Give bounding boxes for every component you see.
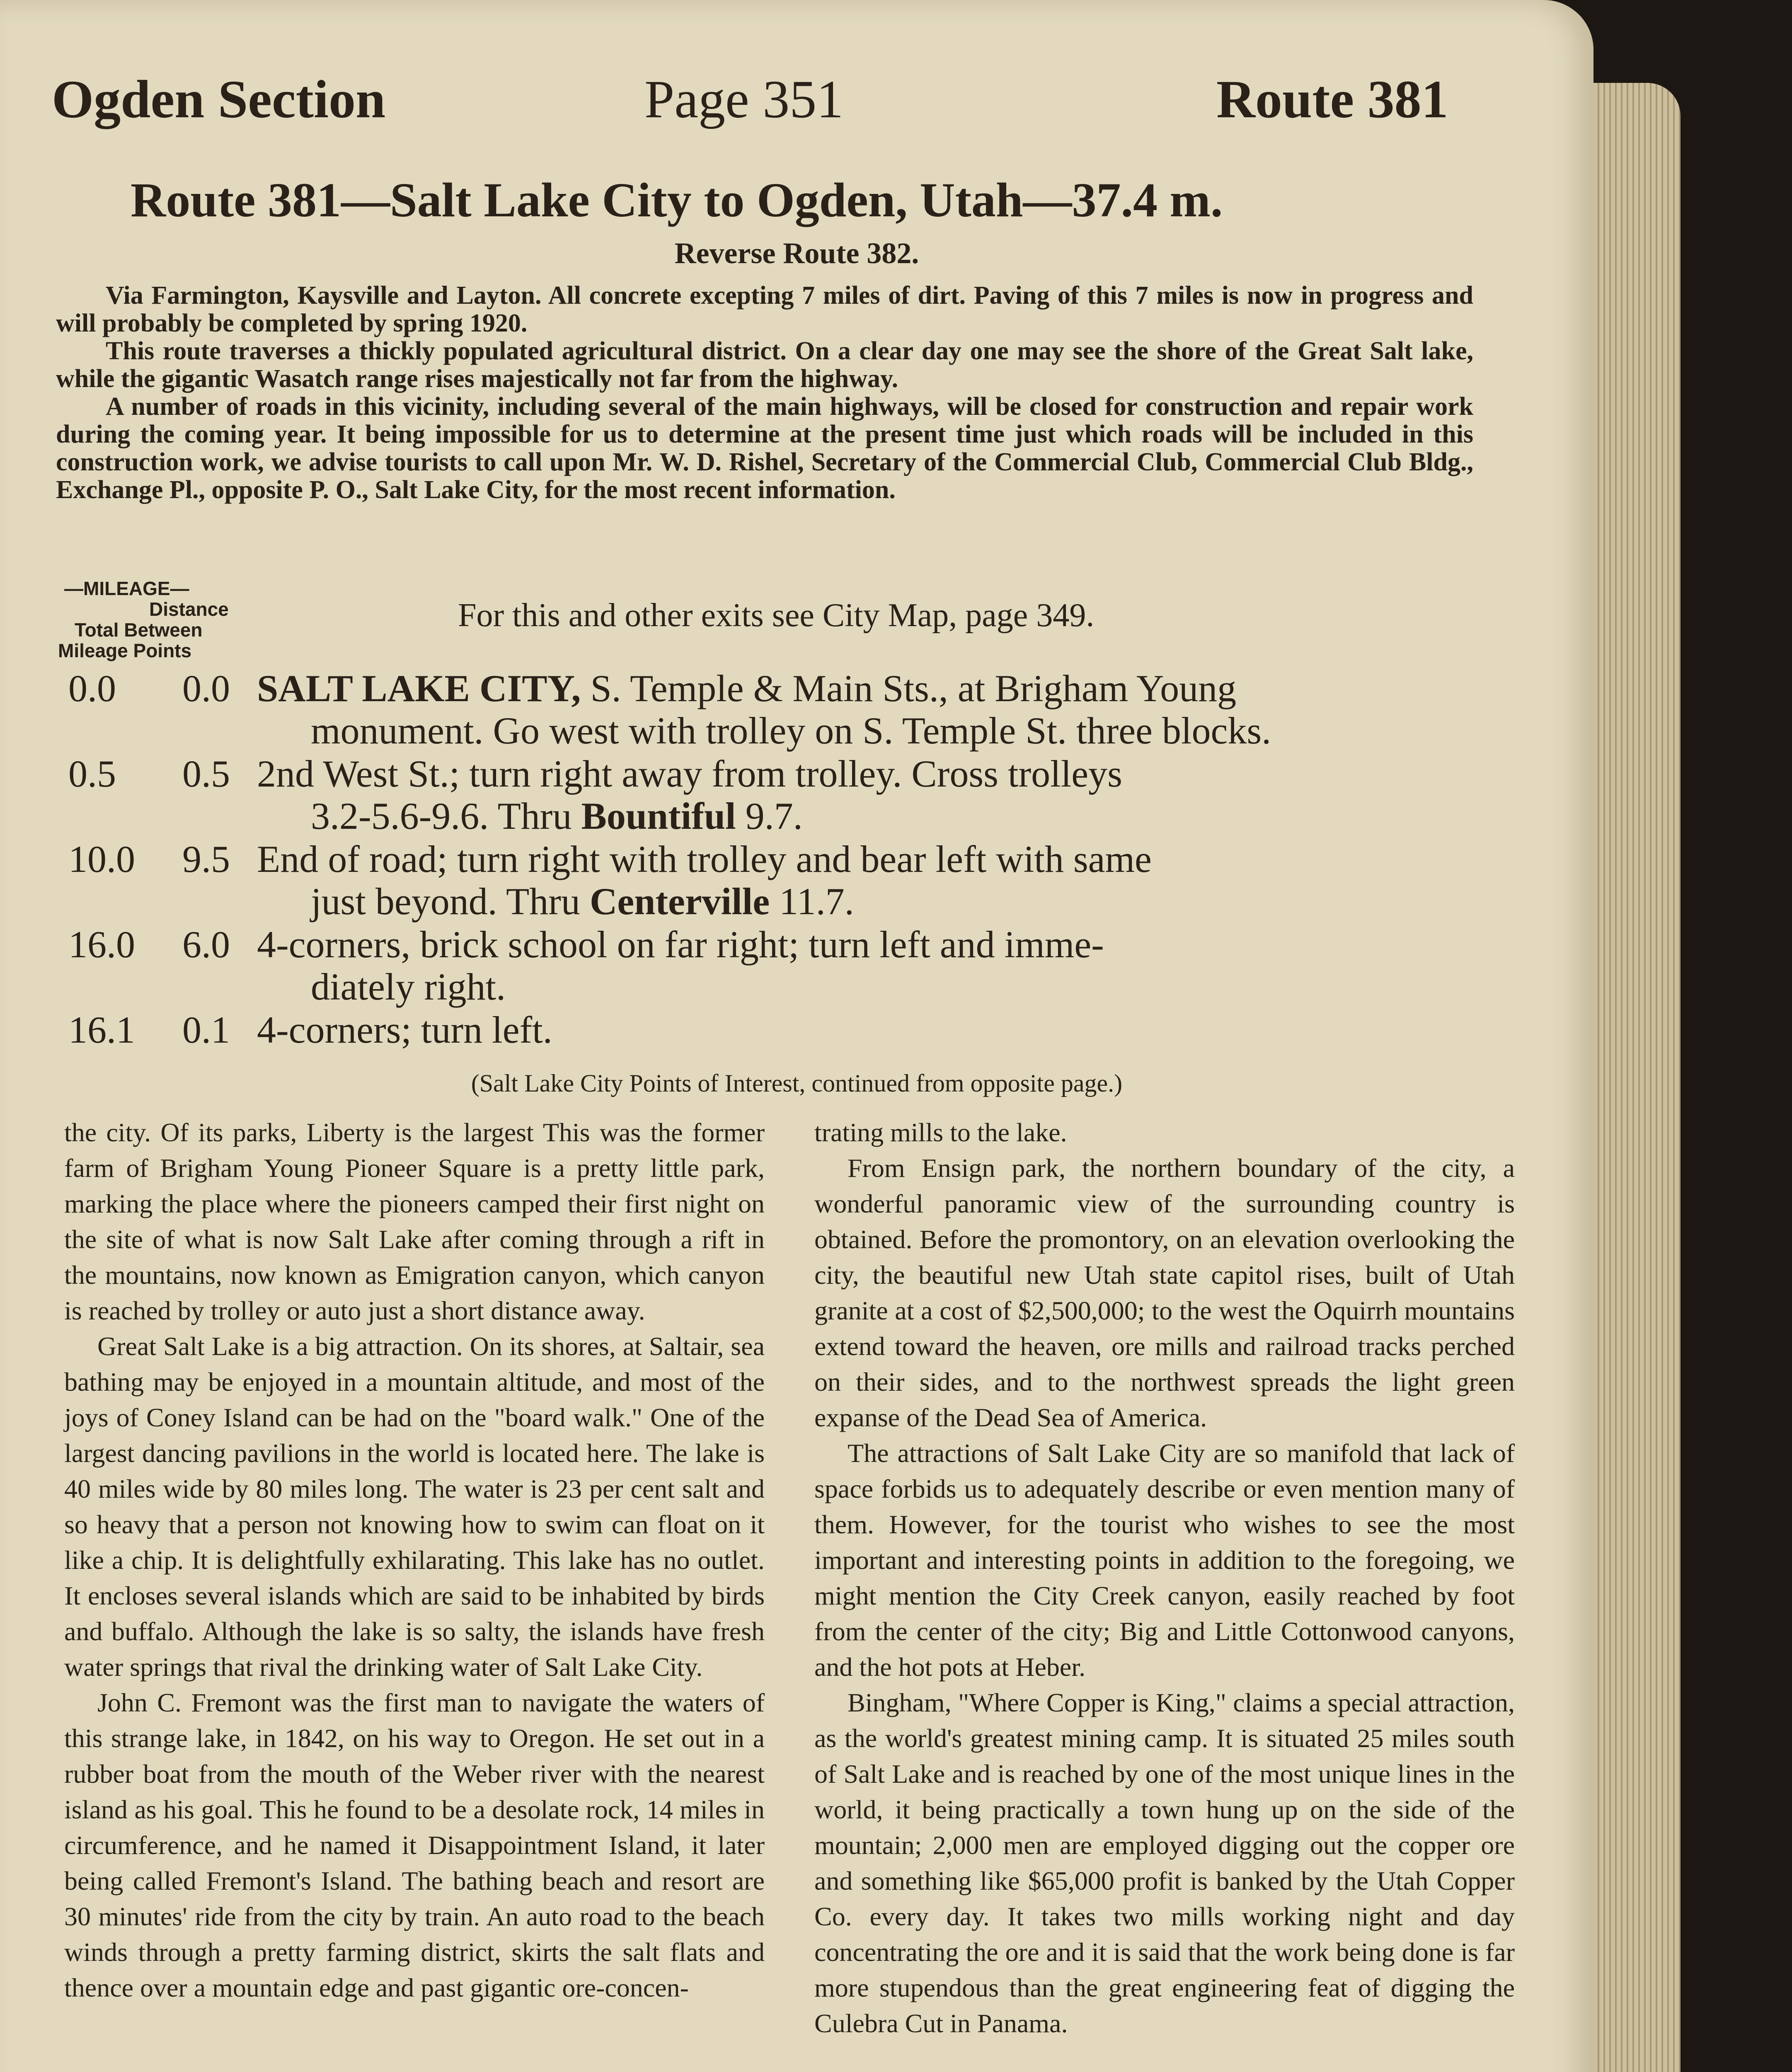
reverse-route-note: Reverse Route 382. — [674, 237, 919, 270]
step-line: 2nd West St.; turn right away from trolley. Cross trolleys — [257, 753, 1122, 795]
column-paragraph: From Ensign park, the northern boundary of the city, a wonderful panoramic view of the surrounding country is obtained. Before the promontory, on an elevation overlooking the city, the beautiful new Utah state capitol rises, built of Utah granite at a cost of $2,500,000; to the west the Oquirrh mountains extend toward the heaven, ore mills and railroad tracks perched on their sides, and to the northwest spreads the light green expanse of the Dead Sea of America. — [814, 1153, 1515, 1432]
step-between-mileage: 0.1 — [182, 1009, 230, 1051]
step-line: End of road; turn right with trolley and bear left with same — [257, 838, 1152, 880]
route-step — [58, 838, 1484, 922]
step-description — [257, 753, 1484, 837]
step-line: monument. Go west with trolley on S. Temple St. three blocks. — [311, 709, 1271, 752]
intro-paragraph: Via Farmington, Kaysville and Layton. All concrete excepting 7 miles of dirt. Paving of this 7 miles is now in progress and will probably be completed by spring 1920. — [56, 281, 1473, 337]
step-description — [257, 667, 1484, 752]
column-paragraph: Great Salt Lake is a big attraction. On its shores, at Saltair, sea bathing may be enjoyed in a mountain altitude, and most of the joys of Coney Island can be had on the "board walk." One of the largest dancing pavilions in the world is located here. The lake is 40 miles wide by 80 miles long. The water is 23 per cent salt and so heavy that a person not knowing how to swim can float on it like a chip. It is delightfully exhilarating. This lake has no outlet. It encloses several islands which are said to be inhabited by birds and buffalo. Although the lake is so salty, the islands have fresh water springs that rival the drinking water of Salt Lake City. — [64, 1331, 765, 1682]
intro-paragraph: This route traverses a thickly populated agricultural district. On a clear day one may see the shore of the Great Salt lake, while the gigantic Wasatch range rises majestically not far from the highway. — [56, 337, 1473, 393]
step-line: S. Temple & Main Sts., at Brigham Young — [581, 667, 1237, 709]
route-number-header: Route 381 — [1216, 70, 1448, 129]
step-text: 9.7. — [736, 795, 803, 837]
mileage-legend-distance: Distance — [149, 598, 229, 620]
step-description — [257, 1009, 1484, 1051]
step-line: diately right. — [311, 966, 506, 1008]
page-number-header: Page 351 — [644, 70, 844, 129]
mileage-legend-total-between: Total Between — [75, 619, 203, 641]
right-column — [814, 1115, 1515, 2041]
route-step — [58, 923, 1484, 1008]
step-total-mileage: 16.1 — [68, 1009, 135, 1051]
step-total-mileage: 0.0 — [68, 667, 116, 709]
column-paragraph: trating mills to the lake. — [814, 1118, 1067, 1147]
mileage-legend — [58, 578, 274, 661]
step-place: SALT LAKE CITY, — [257, 667, 581, 709]
column-paragraph: the city. Of its parks, Liberty is the largest This was the former farm of Brigham Young Pioneer Square is a pretty little park, marking the place where the pioneers camped their first night on the site of what is now Salt Lake after coming through a rift in the mountains, now known as Emigration canyon, which canyon is reached by trolley or auto just a short distance away. — [64, 1118, 765, 1325]
step-line: 4-corners; turn left. — [257, 1009, 552, 1051]
step-line — [257, 880, 1484, 922]
step-text: 3.2-5.6-9.6. Thru — [311, 795, 581, 837]
route-step — [58, 753, 1484, 837]
column-paragraph: Bingham, "Where Copper is King," claims a special attraction, as the world's greatest mining camp. It is situated 25 miles south of Salt Lake and is reached by one of the most unique lines in the world, it being practically a town hung up on the side of the mountain; 2,000 men are employed digging out the copper ore and something like $65,000 profit is banked by the Utah Copper Co. every day. It takes two mills working night and day concentrating the ore and it is said that the work being done is far more stupendous than the great engineering feat of digging the Culebra Cut in Panama. — [814, 1688, 1515, 2038]
mileage-legend-title: —MILEAGE— — [64, 578, 189, 599]
city-map-note: For this and other exits see City Map, page 349. — [458, 597, 1095, 634]
left-column — [64, 1115, 765, 2006]
step-town: Centerville — [589, 880, 770, 922]
route-intro — [56, 282, 1473, 504]
route-steps — [58, 667, 1484, 1052]
column-paragraph: The attractions of Salt Lake City are so manifold that lack of space forbids us to adequately describe or even mention many of them. However, for the tourist who wishes to see the most important and interesting points in addition to the foregoing, we might mention the City Creek canyon, easily reached by foot from the center of the city; Big and Little Cottonwood canyons, and the hot pots at Heber. — [814, 1438, 1515, 1682]
step-between-mileage: 6.0 — [182, 923, 230, 966]
page-edges — [1593, 83, 1681, 2072]
route-title: Route 381—Salt Lake City to Ogden, Utah—37.4 m. — [131, 173, 1223, 227]
mileage-legend-points: Mileage Points — [58, 640, 192, 661]
section-header: Ogden Section — [52, 70, 386, 129]
step-total-mileage: 16.0 — [68, 923, 135, 966]
step-description — [257, 838, 1484, 922]
step-between-mileage: 9.5 — [182, 838, 230, 880]
step-between-mileage: 0.0 — [182, 667, 230, 709]
step-total-mileage: 10.0 — [68, 838, 135, 880]
route-step — [58, 667, 1484, 752]
step-line: 4-corners, brick school on far right; turn left and imme- — [257, 923, 1104, 966]
step-total-mileage: 0.5 — [68, 753, 116, 795]
intro-paragraph: A number of roads in this vicinity, including several of the main highways, will be closed for construction and repair work during the coming year. It being impossible for us to determine at the present time just which roads will be included in this construction work, we advise tourists to call upon Mr. W. D. Rishel, Secretary of the Commercial Club, Commercial Club Bldg., Exchange Pl., opposite P. O., Salt Lake City, for the most recent information. — [56, 392, 1473, 504]
step-town: Bountiful — [581, 795, 736, 837]
step-text: 11.7. — [770, 880, 854, 922]
points-of-interest-caption: (Salt Lake City Points of Interest, continued from opposite page.) — [471, 1070, 1123, 1097]
step-line — [257, 795, 1484, 837]
step-text: just beyond. Thru — [311, 880, 590, 922]
step-description — [257, 923, 1484, 1008]
route-step — [58, 1009, 1484, 1051]
column-paragraph: John C. Fremont was the first man to navigate the waters of this strange lake, in 1842, on his way to Oregon. He set out in a rubber boat from the mouth of the Weber river with the nearest island as his goal. This he found to be a desolate rock, 14 miles in circumference, and he named it Disappointment Island, it later being called Fremont's Island. The bathing beach and resort are 30 minutes' ride from the city by train. An auto road to the beach winds through a pretty farming district, skirts the salt flats and thence over a mountain edge and past gigantic ore-concen- — [64, 1688, 765, 2002]
step-between-mileage: 0.5 — [182, 753, 230, 795]
